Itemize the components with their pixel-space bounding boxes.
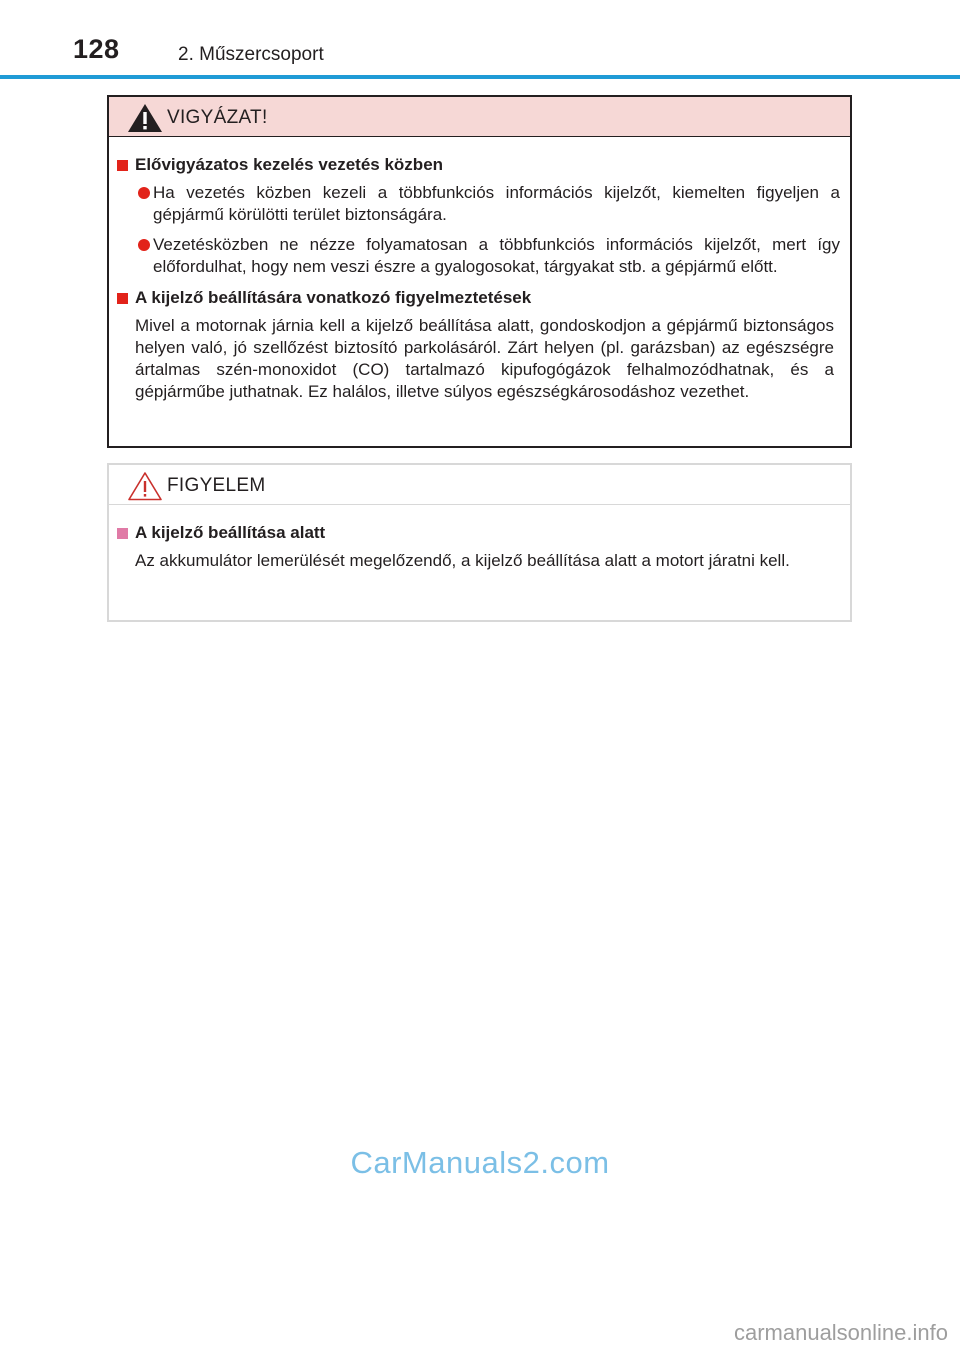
warning-bullet-2 <box>117 234 840 278</box>
page-number: 128 <box>73 34 120 64</box>
warning-box <box>107 95 852 448</box>
notice-box-header <box>109 465 850 505</box>
notice-heading <box>117 521 840 545</box>
header-divider <box>0 75 960 79</box>
warning-box-header <box>109 97 850 137</box>
warning-bullet-2-text: Vezetésközben ne nézze folyamatosan a többfunkciós információs kijelzőt, mert így előfordulhat, hogy nem veszi észre a gyalogosokat, tárgyakat stb. a gépjármű előtt. <box>153 235 840 276</box>
warning-heading-1 <box>117 153 840 177</box>
warning-bullet-1 <box>117 182 840 226</box>
notice-box <box>107 463 852 622</box>
watermark-logo: CarManuals2.com <box>350 1145 610 1180</box>
square-marker-icon <box>117 528 128 539</box>
footer-watermark: carmanualsonline.info <box>733 1320 948 1345</box>
notice-box-body <box>109 505 850 572</box>
warning-heading-2-text: A kijelző beállítására vonatkozó figyelmeztetések <box>135 288 532 307</box>
bullet-dot-icon <box>138 239 150 251</box>
bullet-dot-icon <box>138 187 150 199</box>
page-header <box>0 0 960 80</box>
warning-heading-1-text: Elővigyázatos kezelés vezetés közben <box>135 155 444 174</box>
warning-box-title: VIGYÁZAT! <box>167 107 268 128</box>
notice-box-title: FIGYELEM <box>167 475 266 496</box>
notice-paragraph: Az akkumulátor lemerülését megelőzendő, a kijelző beállítása alatt a motort járatni kell. <box>135 551 790 570</box>
warning-bullet-1-text: Ha vezetés közben kezeli a többfunkciós információs kijelzőt, kiemelten figyeljen a gépjármű körülötti terület biztonságára. <box>153 183 840 224</box>
section-title: 2. Műszercsoport <box>178 44 324 65</box>
warning-paragraph: Mivel a motornak járnia kell a kijelző beállítása alatt, gondoskodjon a gépjármű biztonságos helyen való, jó szellőzést biztosító parkolásáról. Zárt helyen (pl. garázsban) az egészségre ártalmas szén-monoxidot (CO) tartalmazó kipufogógázok felhalmozódhatnak, és a gépjárműbe juthatnak. Ez halálos, illetve súlyos egészségkárosodáshoz vezethet. <box>135 316 834 401</box>
square-marker-icon <box>117 160 128 171</box>
square-marker-icon <box>117 293 128 304</box>
warning-heading-2 <box>117 286 840 310</box>
warning-triangle-icon <box>127 103 163 133</box>
notice-heading-text: A kijelző beállítása alatt <box>135 523 326 542</box>
warning-box-body <box>109 137 850 403</box>
notice-triangle-icon <box>127 471 163 501</box>
